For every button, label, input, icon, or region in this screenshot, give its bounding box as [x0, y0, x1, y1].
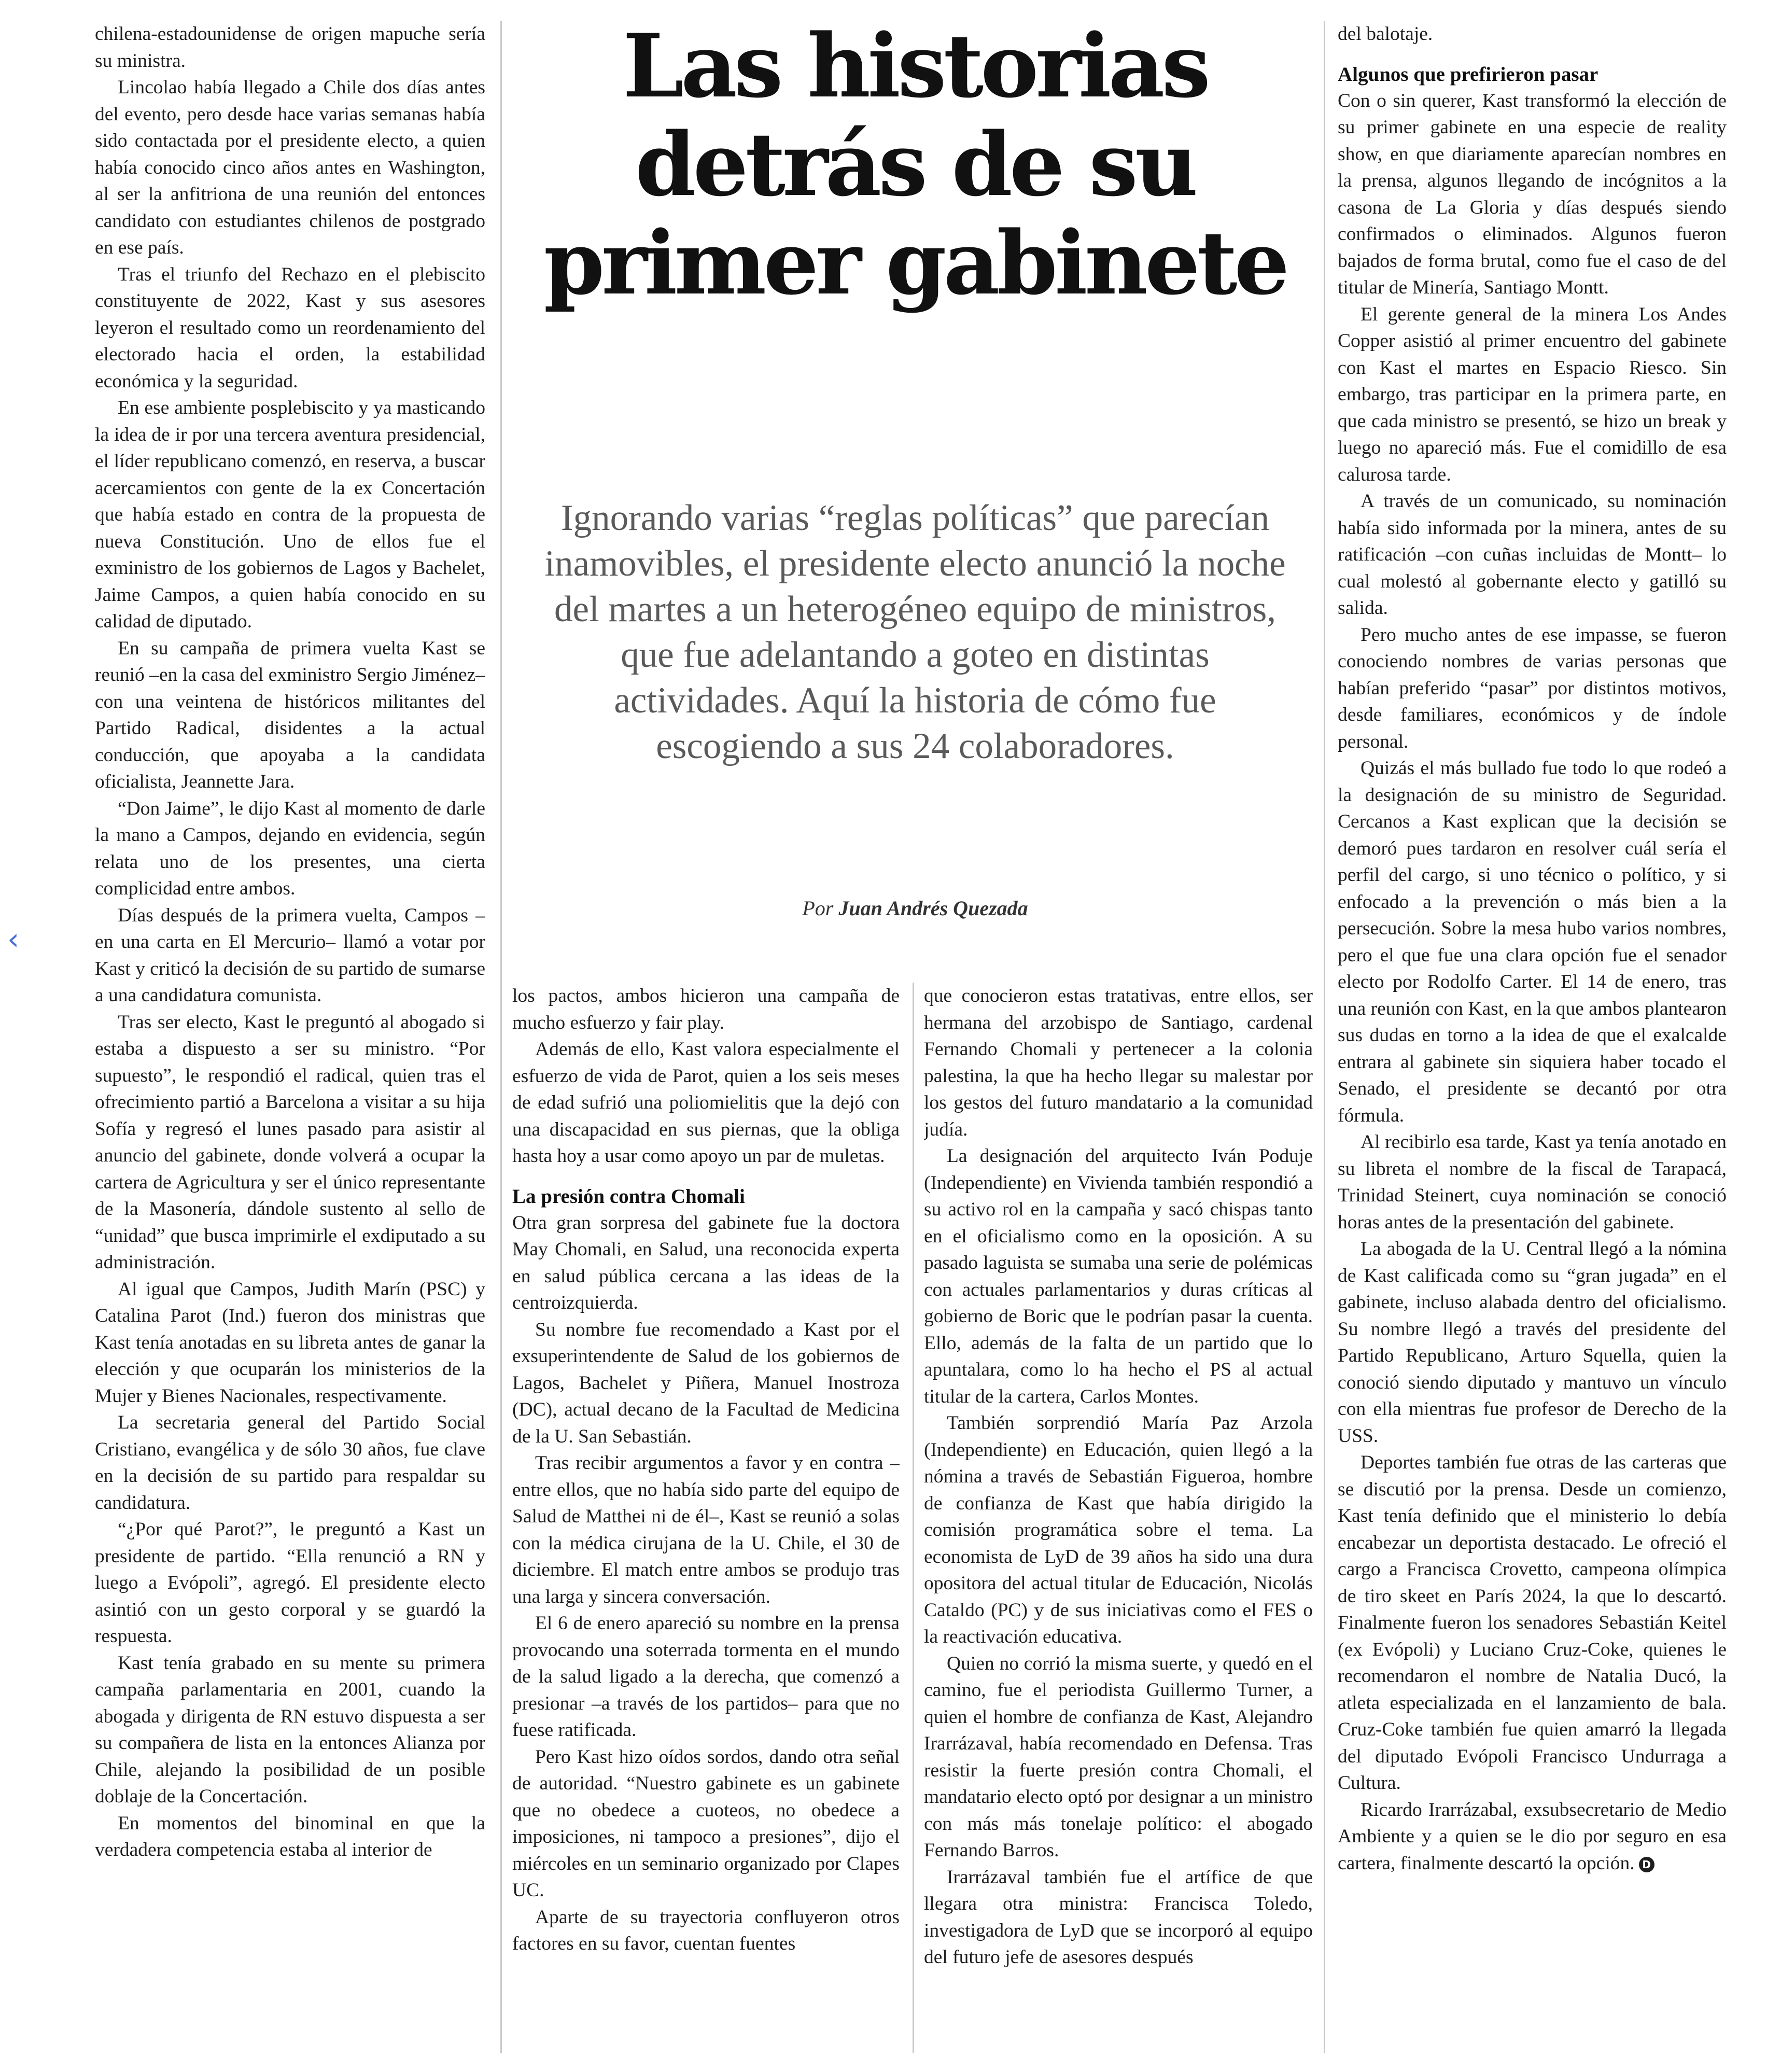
paragraph: Kast tenía grabado en su mente su primera campaña parlamentaria en 2001, cuando la abogada y dirigenta de RN estuvo dispuesta a ser su compañera de lista en la entonces Alianza por Chile, alejando la posibilidad de un posible doblaje de la Concertación. [95, 1652, 485, 1807]
paragraph: Otra gran sorpresa del gabinete fue la doctora May Chomali, en Salud, una reconocida experta en salud pública cercana a las ideas de la centroizquierda. [512, 1212, 900, 1313]
paragraph: Además de ello, Kast valora especialmente el esfuerzo de vida de Parot, quien a los seis meses de edad sufrió una poliomielitis que la dejó con una discapacidad en sus piernas, que la obliga hasta hoy a usar como apoyo un par de muletas. [512, 1039, 900, 1167]
paragraph: Tras ser electo, Kast le preguntó al abogado si estaba a dispuesto a ser su ministro. “Por supuesto”, le respondió el radical, quien tras el ofrecimiento partió a Barcelona a visitar a su hija Sofía y regresó el lunes pasado para asistir al anuncio del gabinete, donde volverá a ocupar la cartera de Agricultura y ser el único representante de la Masonería, dándole sustento al sello de “unidad” que busca imprimirle el exdiputado a su administración. [95, 1011, 485, 1273]
article-column-3 [924, 983, 1313, 2064]
paragraph: El gerente general de la minera Los Andes Copper asistió al primer encuentro del gabinete con Kast el martes en Espacio Riesco. Sin embargo, tras participar en la primera parte, en que cada ministro se presentó, se hizo un break y luego no apareció más. Fue el comidillo de esa calurosa tarde. [1338, 303, 1727, 485]
byline-prefix: Por [802, 897, 834, 920]
paragraph: Días después de la primera vuelta, Campos –en una carta en El Mercurio– llamó a votar por Kast y criticó la decisión de su partido de sumarse a una candidatura comunista. [95, 904, 485, 1006]
end-of-article-icon: D [1639, 1857, 1654, 1872]
paragraph: Con o sin querer, Kast transformó la elección de su primer gabinete en una especie de reality show, en que diariamente aparecían nombres en la prensa, algunos llegando de incógnitos a la casona de La Gloria y días después siendo confirmados o eliminados. Algunos fueron bajados de forma brutal, como fue el caso de del titular de Minería, Santiago Montt. [1338, 90, 1727, 298]
paragraph: Deportes también fue otras de las carteras que se discutió por la prensa. Desde un comienzo, Kast tenía definido que el ministerio lo debía encabezar un deportista destacado. Le ofreció el cargo a Francisca Crovetto, campeona olímpica de tiro skeet en París 2024, la que lo descartó. Finalmente fueron los senadores Sebastián Keitel (ex Evópoli) y Luciano Cruz-Coke, quienes le recomendaron el nombre de Natalia Ducó, la atleta especializada en el lanzamiento de bala. Cruz-Coke también fue quien amarró la llegada del diputado Evópoli Francisco Undurraga a Cultura. [1338, 1452, 1727, 1794]
paragraph: que conocieron estas tratativas, entre ellos, ser hermana del arzobispo de Santiago, cardenal Fernando Chomali y pertenecer a la colonia palestina, la que ha hecho llegar su malestar por los gestos del futuro mandatario a la comunidad judía. [924, 985, 1313, 1140]
paragraph: Quien no corrió la misma suerte, y quedó en el camino, fue el periodista Guillermo Turner, a quien el hombre de confianza de Kast, Alejandro Irarrázaval, había recomendado en Defensa. Tras resistir la fuerte presión contra Chomali, el mandatario electo optó por designar a un ministro con más más tonelaje político: el abogado Fernando Barros. [924, 1653, 1313, 1861]
byline [539, 895, 1291, 921]
paragraph: Irarrázaval también fue el artífice de que llegara otra ministra: Francisca Toledo, investigadora de LyD que se incorporó al equipo del futuro jefe de asesores después [924, 1866, 1313, 1968]
lede: Ignorando varias “reglas políticas” que parecían inamovibles, el presidente electo anunció la noche del martes a un heterogéneo equipo de ministros, que fue adelantando a goteo en distintas actividades. Aquí la historia de cómo fue escogiendo a sus 24 colaboradores. [544, 498, 1286, 766]
column-divider-2 [913, 983, 914, 2053]
paragraph: En ese ambiente posplebiscito y ya masticando la idea de ir por una tercera aventura presidencial, el líder republicano comenzó, en reserva, a buscar acercamientos con gente de la ex Concertación que había estado en contra de la propuesta de nueva Constitución. Uno de ellos fue el exministro de los gobiernos de Lagos y Bachelet, Jaime Campos, a quien había conocido en su calidad de diputado. [95, 397, 485, 632]
paragraph: A través de un comunicado, su nominación había sido informada por la minera, antes de su ratificación –con cuñas incluidas de Montt– lo cual molestó al gobernante electo y gatilló su salida. [1338, 491, 1727, 619]
article-column-4 [1338, 21, 1727, 2064]
paragraph: En momentos del binominal en que la verdadera competencia estaba al interior de [95, 1812, 485, 1860]
paragraph: Pero mucho antes de ese impasse, se fueron conociendo nombres de varias personas que habían preferido “pasar” por distintos motivos, desde familiares, económicos y de índole personal. [1338, 624, 1727, 752]
paragraph: La designación del arquitecto Iván Poduje (Independiente) en Vivienda también respondió a su activo rol en la campaña y sacó chispas tanto en el oficialismo como en la oposición. A su pasado laguista se sumaba una serie de polémicas con actuales parlamentarios y duras críticas al gobierno de Boric que le podrían pasar la cuenta. Ello, además de la falta de un partido que lo apuntalara, como lo ha hecho el PS al actual titular de la cartera, Carlos Montes. [924, 1145, 1313, 1407]
paragraph: También sorprendió María Paz Arzola (Independiente) en Educación, quien llegó a la nómina a través de Sebastián Figueroa, hombre de confianza de Kast que había dirigido la comisión programática sobre el tema. La economista de LyD de 39 años ha sido una dura opositora del actual titular de Educación, Nicolás Cataldo (PC) y de sus iniciativas como el FES o la reactivación educativa. [924, 1412, 1313, 1647]
paragraph: En su campaña de primera vuelta Kast se reunió –en la casa del exministro Sergio Jiménez– con una veintena de históricos militantes del Partido Radical, disidentes a la actual conducción, que apoyaba a la candidata oficialista, Jeannette Jara. [95, 637, 485, 792]
byline-author: Juan Andrés Quezada [838, 897, 1028, 920]
section-heading: La presión contra Chomali [512, 1185, 745, 1208]
section-heading: Algunos que prefirieron pasar [1338, 63, 1598, 86]
paragraph: La secretaria general del Partido Social Cristiano, evangélica y de sólo 30 años, fue clave en la decisión de su partido para respaldar su candidatura. [95, 1412, 485, 1514]
paragraph: La abogada de la U. Central llegó a la nómina de Kast calificada como su “gran jugada” en el gabinete, incluso alabada dentro del oficialismo. Su nombre llegó a través del presidente del Partido Republicano, Arturo Squella, quien la conoció siendo diputado y mantuvo un vínculo con ella mientras fue profesor de Derecho de la USS. [1338, 1238, 1727, 1447]
paragraph: los pactos, ambos hicieron una campaña de mucho esfuerzo y fair play. [512, 985, 900, 1033]
paragraph: Tras el triunfo del Rechazo en el plebiscito constituyente de 2022, Kast y sus asesores leyeron el resultado como un reordenamiento del electorado hacia el orden, la estabilidad económica y la seguridad. [95, 263, 485, 392]
paragraph: chilena-estadounidense de origen mapuche sería su ministra. [95, 23, 485, 72]
column-divider-1 [500, 21, 502, 2053]
article-column-1 [95, 21, 485, 2064]
paragraph: Lincolao había llegado a Chile dos días antes del evento, pero desde hace varias semanas había sido contactada por el presidente electo, a quien había conocido cinco años antes en Washington, al ser la anfitriona de una reunión del entonces candidato con estudiantes chilenos de postgrado en ese país. [95, 77, 485, 258]
paragraph: El 6 de enero apareció su nombre en la prensa provocando una soterrada tormenta en el mundo de la salud ligado a la derecha, que comenzó a presionar –a través de los partidos– para que no fuese ratificada. [512, 1613, 900, 1741]
paragraph: Al recibirlo esa tarde, Kast ya tenía anotado en su libreta el nombre de la fiscal de Tarapacá, Trinidad Steinert, cuya nominación se conoció horas antes de la presentación del gabinete. [1338, 1131, 1727, 1233]
paragraph: Quizás el más bullado fue todo lo que rodeó a la designación de su ministro de Seguridad. Cercanos a Kast explican que la decisión se demoró pues tardaron en resolver cuál sería el perfil del cargo, si uno técnico o político, y si enfocado a la prevención o más bien a la persecución. Sobre la mesa hubo varios nombres, pero el que fue una clara opción fue el senador electo por Rodolfo Carter. El 14 de enero, tras una reunión con Kast, en la que ambos plantearon sus dudas en torno a la idea de que el exalcalde entrara al gabinete sin siquiera haber tocado el Senado, el presidente se decantó por otra fórmula. [1338, 758, 1727, 1126]
paragraph: Tras recibir argumentos a favor y en contra –entre ellos, que no había sido parte del equipo de Salud de Matthei ni de él–, Kast se reunió a solas con la médica cirujana de la U. Chile, el 30 de diciembre. El match entre ambos se produjo tras una larga y sincera conversación. [512, 1452, 900, 1607]
paragraph: “Don Jaime”, le dijo Kast al momento de darle la mano a Campos, dejando en evidencia, según relata uno de los presentes, una cierta complicidad entre ambos. [95, 797, 485, 899]
article-column-2 [512, 983, 900, 2064]
paragraph: Aparte de su trayectoria confluyeron otros factores en su favor, cuentan fuentes [512, 1906, 900, 1954]
paragraph-text: Ricardo Irarrázabal, exsubsecretario de Medio Ambiente y a quien se le dio por seguro en esa cartera, finalmente descartó la opción. [1338, 1799, 1727, 1874]
paragraph: Pero Kast hizo oídos sordos, dando otra señal de autoridad. “Nuestro gabinete es un gabinete que no obedece a cuoteos, no obedece a imposiciones, ni tampoco a presiones”, dijo el miércoles en un seminario organizado por Clapes UC. [512, 1746, 900, 1901]
paragraph [1338, 1797, 1727, 1877]
paragraph: “¿Por qué Parot?”, le preguntó a Kast un presidente de partido. “Ella renunció a RN y luego a Evópoli”, agregó. El presidente electo asintió con un gesto corporal y se guardó la respuesta. [95, 1519, 485, 1647]
previous-page-icon[interactable]: ‹ [7, 921, 20, 957]
paragraph: Al igual que Campos, Judith Marín (PSC) y Catalina Parot (Ind.) fueron dos ministras que Kast tenía anotadas en su libreta antes de ganar la elección y que ocuparán los ministerios de la Mujer y Bienes Nacionales, respectivamente. [95, 1278, 485, 1407]
column-divider-3 [1324, 21, 1325, 2053]
paragraph: Su nombre fue recomendado a Kast por el exsuperintendente de Salud de los gobiernos de Lagos, Bachelet y Piñera, Manuel Inostroza (DC), actual decano de la Facultad de Medicina de la U. San Sebastián. [512, 1319, 900, 1447]
headline: Las historias detrás de su primer gabinete [543, 15, 1287, 314]
paragraph: del balotaje. [1338, 23, 1433, 45]
